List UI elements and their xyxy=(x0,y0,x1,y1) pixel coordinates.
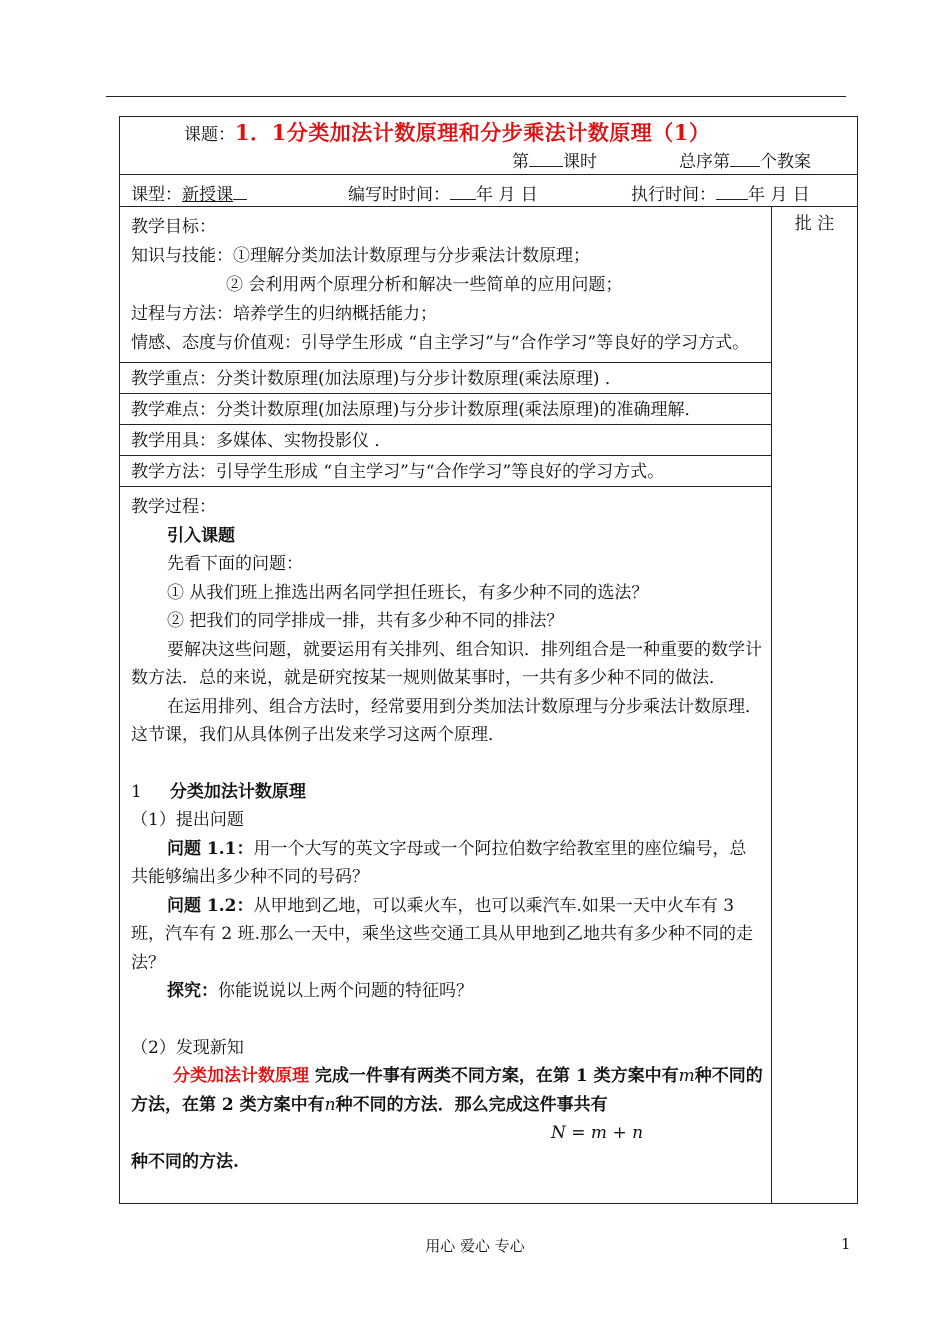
compile-time: 编写时时间： 年 月 日 xyxy=(348,185,538,205)
top-rule xyxy=(106,96,846,97)
lesson-count-line: 第 课时 总序第 个教案 xyxy=(512,152,811,172)
explore: 探究：你能说说以上两个问题的特征吗？ xyxy=(167,981,473,1001)
principle-statement: 分类加法计数原理 完成一件事有两类不同方案，在第 1 类方案中有m种不同的方法，在第 2 类方案中有n种不同的方法．那么完成这件事共有 xyxy=(131,1066,763,1115)
problem-1-2: 问题 1.2：从甲地到乙地，可以乘火车，也可以乘汽车.如果一天中火车有 3 班，汽车有 2 班.那么一天中，乘坐这些交通工具从甲地到乙地共有多少种不同的走法？ xyxy=(131,895,754,973)
intro-title: 引入课题 xyxy=(167,525,235,546)
annotation-column xyxy=(772,207,858,1204)
objectives-cell: 教学目标： 知识与技能：①理解分类加法计数原理与分步乘法计数原理； ② 会利用两个原理分析和解决一些简单的应用问题； 过程与方法：培养学生的归纳概括能力； 情感、态度与价值观：引导学生形成 “自主学习”与“合作学习”等良好的学习方式。 xyxy=(120,207,772,363)
title-main: 1．1分类加法计数原理和分步乘法计数原理（1） xyxy=(235,120,711,145)
page-number: 1 xyxy=(841,1235,851,1253)
formula: N = m + n xyxy=(551,1123,644,1143)
method-row: 教学方法：引导学生形成 “自主学习”与“合作学习”等良好的学习方式。 xyxy=(120,456,772,487)
lesson-title: 课题：1．1分类加法计数原理和分步乘法计数原理（1） xyxy=(184,120,711,145)
lesson-type: 课型：新授课 xyxy=(131,180,247,205)
footer-text: 用心 爱心 专心 xyxy=(425,1237,525,1255)
process-cell: 教学过程： 引入课题 先看下面的问题： ① 从我们班上推选出两名同学担任班长，有多少种不同的选法？ ② 把我们的同学排成一排，共有多少种不同的排法？ 要解决这些问题，就要运用有关排列、组合知识．排列组合是一种重要的数学计数方法．总的来说，就是研究按某一规则做某事时，一共有多少种不同的做法． 在运用排列、组合方法时，经常要用到分类加法计数原理与分步乘法计数原理．这节课，我们从具体例子出发来学习这两个原理． 1 分类加法计数原理 （1）提出问题 问题 1.1：用一个大写的英文字母或一个阿拉伯数字给教室里的座位编号，总共能够编出多少种不同的号码？ 问题 1.2：从甲地到乙地，可以乘火车，也可以乘汽车.如果一天中火车有 3 班，汽车有 2 班.那么一天中，乘坐这些交通工具从甲地到乙地共有多少种不同的走法？ 探究：你能说说以上两个问题的特征吗？ （2）发现新知 分类加法计数原理 完成一件事有两类不同方案，在第 1 类方案中有m种不同的方法，在第 2 类方案中有n种不同的方法．那么完成这件事共有 N = m + n 种不同的方法. xyxy=(120,487,772,1204)
difficulty-row: 教学难点：分类计数原理(加法原理)与分步计数原理(乘法原理)的准确理解． xyxy=(120,394,772,425)
key-point-row: 教学重点：分类计数原理(加法原理)与分步计数原理(乘法原理) ． xyxy=(120,363,772,394)
lesson-plan-table xyxy=(119,116,858,1204)
title-cell xyxy=(120,117,858,175)
tools-row: 教学用具：多媒体、实物投影仪 ． xyxy=(120,425,772,456)
problem-1-1: 问题 1.1：用一个大写的英文字母或一个阿拉伯数字给教室里的座位编号，总共能够编出多少种不同的号码？ xyxy=(131,838,747,887)
note-header: 批 注 xyxy=(794,214,835,234)
section1-heading: 1 分类加法计数原理 xyxy=(131,781,306,802)
exec-time: 执行时间： 年 月 日 xyxy=(631,185,810,205)
info-cell xyxy=(120,175,858,207)
